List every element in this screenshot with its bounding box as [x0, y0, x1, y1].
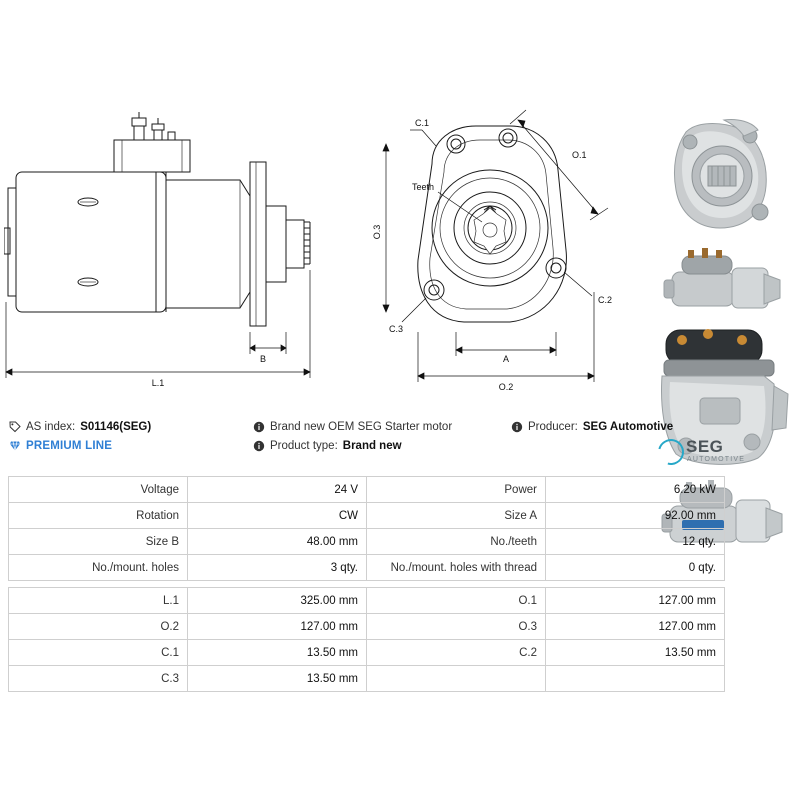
- dim-label-L1: L.1: [151, 378, 165, 388]
- spec-key: C.2: [367, 640, 546, 666]
- diamond-icon: [8, 439, 21, 452]
- dim-label-O1: O.1: [572, 150, 587, 160]
- spec-value: 127.00 mm: [546, 614, 725, 640]
- spec-value: 13.50 mm: [188, 666, 367, 692]
- seg-ring-icon: [653, 434, 689, 470]
- spec-value: CW: [188, 503, 367, 529]
- spec-key: O.1: [367, 588, 546, 614]
- starter-front-view-drawing: [360, 100, 650, 400]
- seg-logo-text: SEG: [686, 437, 724, 456]
- table-row: [9, 529, 725, 555]
- spec-key: No./mount. holes with thread: [367, 555, 546, 581]
- as-index-label: AS index:: [26, 420, 76, 433]
- spec-value: 127.00 mm: [546, 588, 725, 614]
- spec-value-empty: [546, 666, 725, 692]
- product-type-value: Brand new: [342, 439, 402, 452]
- as-index-field: [8, 420, 252, 433]
- spec-key: O.2: [9, 614, 188, 640]
- premium-line-label: PREMIUM LINE: [26, 439, 113, 452]
- spec-key: No./mount. holes: [9, 555, 188, 581]
- table-row: [9, 555, 725, 581]
- info-row-1: [8, 420, 792, 433]
- spec-value: 127.00 mm: [188, 614, 367, 640]
- dim-label-C1: C.1: [414, 118, 430, 128]
- producer-field: [510, 420, 760, 433]
- spec-value: 92.00 mm: [546, 503, 725, 529]
- product-type-label: Product type:: [270, 439, 338, 452]
- spec-key: Size A: [367, 503, 546, 529]
- spec-value: 13.50 mm: [188, 640, 367, 666]
- spec-value: 3 qty.: [188, 555, 367, 581]
- tag-icon: [8, 420, 21, 433]
- spec-value: 24 V: [188, 477, 367, 503]
- brand-new-field: [252, 420, 510, 433]
- seg-logo-subtext: AUTOMOTIVE: [687, 456, 746, 463]
- seg-automotive-logo: [658, 435, 778, 473]
- specifications-table: [8, 476, 725, 692]
- spec-value: 12 qty.: [546, 529, 725, 555]
- dim-label-B: B: [259, 354, 267, 364]
- spec-key: No./teeth: [367, 529, 546, 555]
- premium-line-badge: [8, 439, 252, 452]
- spec-value: 325.00 mm: [188, 588, 367, 614]
- spec-key: L.1: [9, 588, 188, 614]
- spec-key: C.3: [9, 666, 188, 692]
- product-photo-angle[interactable]: [646, 242, 794, 320]
- spec-value: 6.20 kW: [546, 477, 725, 503]
- spec-value: 48.00 mm: [188, 529, 367, 555]
- spec-value: 13.50 mm: [546, 640, 725, 666]
- dim-label-A: A: [502, 354, 510, 364]
- spec-key: Size B: [9, 529, 188, 555]
- info-icon: [252, 420, 265, 433]
- spec-key: C.1: [9, 640, 188, 666]
- table-row: [9, 503, 725, 529]
- table-row: [9, 666, 725, 692]
- spec-key: Rotation: [9, 503, 188, 529]
- product-type-field: [252, 439, 510, 452]
- spec-key-empty: [367, 666, 546, 692]
- spec-key: Voltage: [9, 477, 188, 503]
- brand-new-text: Brand new OEM SEG Starter motor: [270, 420, 453, 433]
- producer-value: SEG Automotive: [582, 420, 674, 433]
- spec-key: Power: [367, 477, 546, 503]
- spec-value: 0 qty.: [546, 555, 725, 581]
- dim-label-teeth: Teeth: [411, 182, 434, 192]
- spec-key: O.3: [367, 614, 546, 640]
- starter-side-view-drawing: [4, 110, 354, 400]
- info-icon: [510, 420, 523, 433]
- producer-label: Producer:: [528, 420, 578, 433]
- as-index-value: S01146(SEG): [80, 420, 152, 433]
- dim-label-O2: O.2: [498, 382, 514, 392]
- table-row: [9, 614, 725, 640]
- table-row: [9, 640, 725, 666]
- dim-label-C3: C.3: [388, 324, 404, 334]
- dim-label-O3: O.3: [372, 224, 382, 240]
- info-icon: [252, 439, 265, 452]
- dim-label-C2: C.2: [598, 295, 613, 305]
- table-row: [9, 588, 725, 614]
- product-photo-front[interactable]: [646, 116, 794, 238]
- table-row: [9, 477, 725, 503]
